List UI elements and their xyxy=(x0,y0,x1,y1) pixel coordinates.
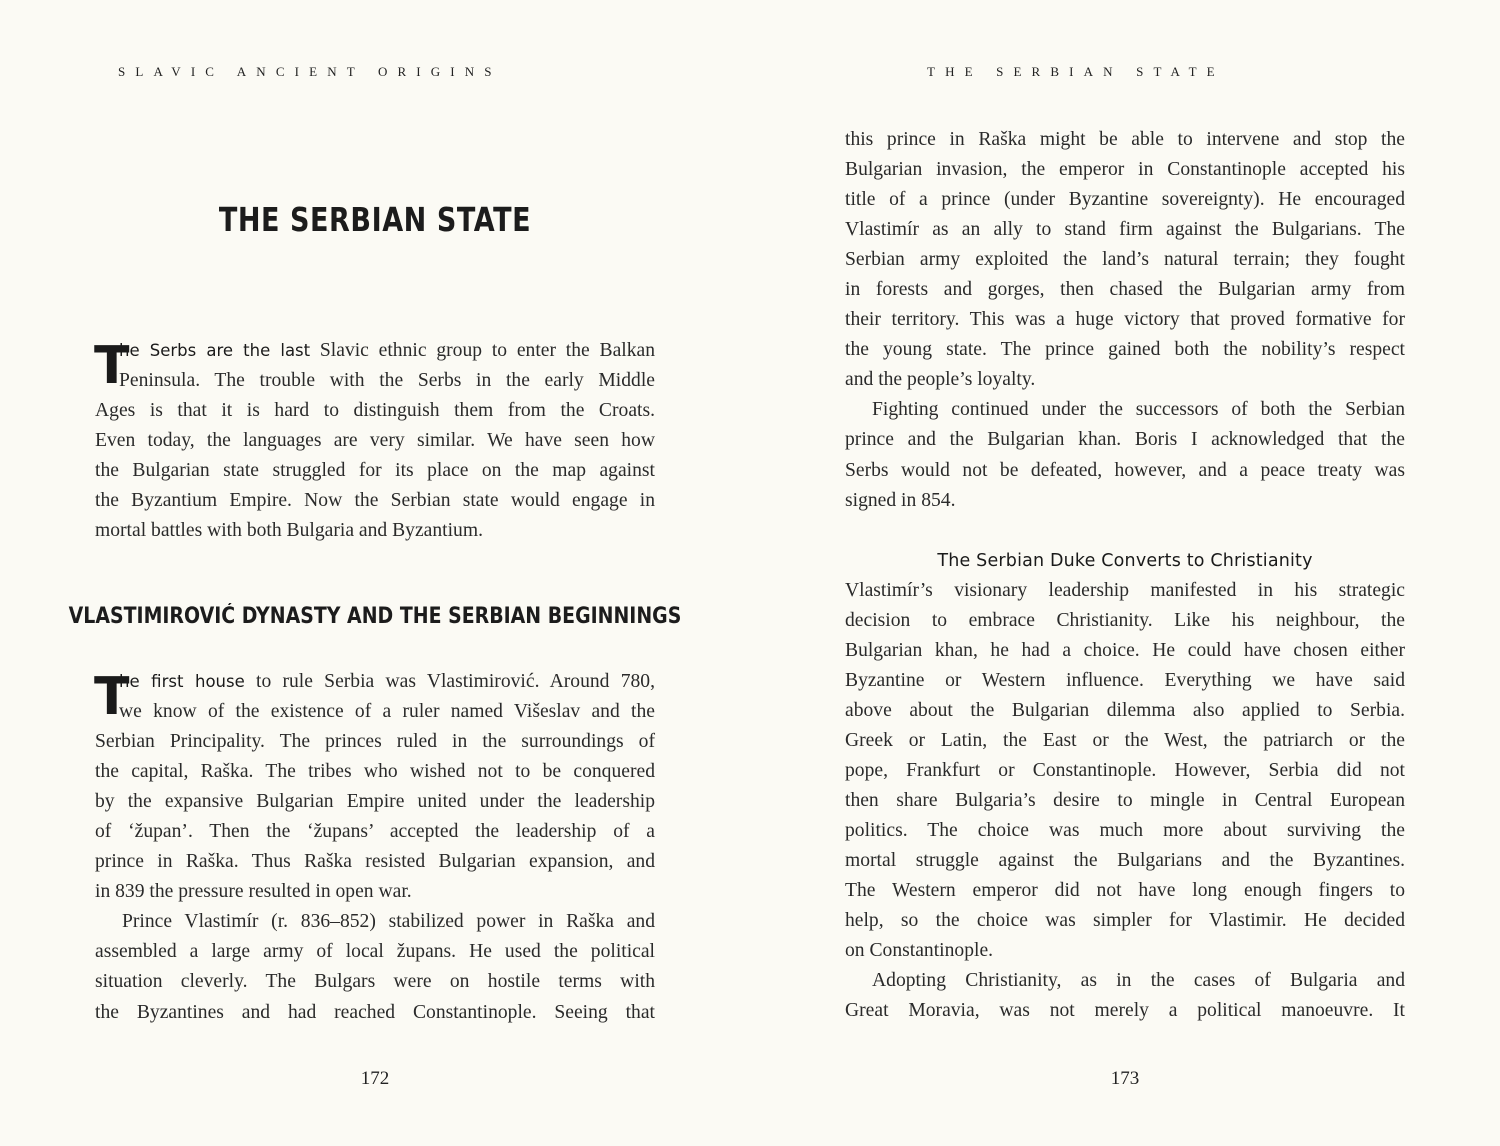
text-line: Adopting Christianity, as in the cases of Bulgaria and xyxy=(872,970,1405,992)
body-text-block xyxy=(95,667,655,1028)
chapter-title: THE SERBIAN STATE xyxy=(218,200,532,239)
text-line: Peninsula. The trouble with the Serbs in the early Middle xyxy=(119,370,655,392)
body-paragraph xyxy=(845,395,1405,515)
text-line: Greek or Latin, the East or the West, the patriarch or the xyxy=(845,729,1405,751)
text-line: Byzantine or Western influence. Everything we have said xyxy=(845,669,1405,691)
text-line: Serbs would not be defeated, however, and a peace treaty was xyxy=(845,459,1405,481)
paragraph-spacer xyxy=(845,516,1405,546)
text-line: Great Moravia, was not merely a political manoeuvre. It xyxy=(845,1000,1405,1022)
text-line: the capital, Raška. The tribes who wished not to be conquered xyxy=(95,761,655,783)
text-line: prince and the Bulgarian khan. Boris I acknowledged that the xyxy=(845,429,1405,451)
drop-cap: T xyxy=(94,667,130,727)
body-paragraph xyxy=(845,576,1405,967)
text-line: above about the Bulgarian dilemma also applied to Serbia. xyxy=(845,699,1405,721)
page-number: 172 xyxy=(360,1068,390,1089)
text-line: in forests and gorges, then chased the Bulgarian army from xyxy=(845,279,1405,301)
text-line: Serbian army exploited the land’s natural terrain; they fought xyxy=(845,249,1405,271)
text-line: he first house to rule Serbia was Vlastimirović. Around 780, xyxy=(119,671,655,692)
text-line: title of a prince (under Byzantine sovereignty). He encouraged xyxy=(845,189,1405,211)
text-line: Bulgarian khan, he had a choice. He could have chosen either xyxy=(845,639,1405,661)
text-line: their territory. This was a huge victory that proved formative for xyxy=(845,309,1405,331)
subheading: The Serbian Duke Converts to Christianity xyxy=(937,550,1313,571)
text-line: in 839 the pressure resulted in open war. xyxy=(95,881,412,903)
text-line: this prince in Raška might be able to intervene and stop the xyxy=(845,129,1405,150)
text-line: Vlastimír as an ally to stand firm against the Bulgarians. The xyxy=(845,219,1405,241)
running-head: THE SERBIAN STATE xyxy=(927,64,1225,79)
text-line: decision to embrace Christianity. Like his neighbour, the xyxy=(845,609,1405,631)
intro-text-block xyxy=(95,336,655,546)
text-line: and the people’s loyalty. xyxy=(845,369,1036,391)
text-line: Even today, the languages are very similar. We have seen how xyxy=(95,430,655,452)
lead-in: he first house xyxy=(119,672,245,691)
text-line: politics. The choice was much more about surviving the xyxy=(845,820,1405,842)
text-line: mortal battles with both Bulgaria and Byzantium. xyxy=(95,520,483,542)
page-number: 173 xyxy=(1110,1068,1140,1089)
body-paragraph xyxy=(95,907,655,1027)
text-line: he Serbs are the last Slavic ethnic group to enter the Balkan xyxy=(119,340,655,361)
text-line: mortal struggle against the Bulgarians and the Byzantines. xyxy=(845,850,1405,872)
drop-cap: T xyxy=(94,336,130,396)
text-line: the Byzantium Empire. Now the Serbian state would engage in xyxy=(95,490,655,512)
text-line: help, so the choice was simpler for Vlastimir. He decided xyxy=(845,910,1405,932)
body-paragraph xyxy=(845,125,1405,395)
text-line: Bulgarian invasion, the emperor in Constantinople accepted his xyxy=(845,159,1405,181)
text-line: we know of the existence of a ruler named Višeslav and the xyxy=(119,701,655,723)
right-page xyxy=(750,0,1500,1146)
body-paragraph xyxy=(845,966,1405,1026)
text-line: signed in 854. xyxy=(845,489,956,511)
text-line: on Constantinople. xyxy=(845,940,994,962)
text-line: pope, Frankfurt or Constantinople. However, Serbia did not xyxy=(845,759,1405,781)
text-line: Vlastimír’s visionary leadership manifested in his strategic xyxy=(845,579,1405,601)
body-paragraph xyxy=(95,667,655,907)
text-line: then share Bulgaria’s desire to mingle in Central European xyxy=(845,790,1405,812)
body-text-block xyxy=(845,125,1405,1026)
text-line: the young state. The prince gained both the nobility’s respect xyxy=(845,339,1405,361)
text-line: by the expansive Bulgarian Empire united under the leadership xyxy=(95,791,655,813)
intro-paragraph xyxy=(95,336,655,546)
text-line: the Byzantines and had reached Constantinople. Seeing that xyxy=(95,1001,655,1023)
text-line: Fighting continued under the successors of both the Serbian xyxy=(872,399,1405,421)
text-line: Serbian Principality. The princes ruled in the surroundings of xyxy=(95,731,655,753)
running-head: SLAVIC ANCIENT ORIGINS xyxy=(118,64,502,79)
section-title: VLASTIMIROVIĆ DYNASTY AND THE SERBIAN BEGINNINGS xyxy=(68,604,682,629)
text-line: Ages is that it is hard to distinguish them from the Croats. xyxy=(95,400,655,422)
text-line: of ‘župan’. Then the ‘župans’ accepted the leadership of a xyxy=(95,821,655,843)
text-line: the Bulgarian state struggled for its place on the map against xyxy=(95,460,655,482)
text-line: situation cleverly. The Bulgars were on hostile terms with xyxy=(95,971,655,993)
text-line: Prince Vlastimír (r. 836–852) stabilized power in Raška and xyxy=(122,911,655,933)
text-line: prince in Raška. Thus Raška resisted Bulgarian expansion, and xyxy=(95,851,655,873)
text-line: The Western emperor did not have long enough fingers to xyxy=(845,880,1405,902)
lead-in: he Serbs are the last xyxy=(119,341,311,360)
text-line: assembled a large army of local župans. He used the political xyxy=(95,941,655,963)
